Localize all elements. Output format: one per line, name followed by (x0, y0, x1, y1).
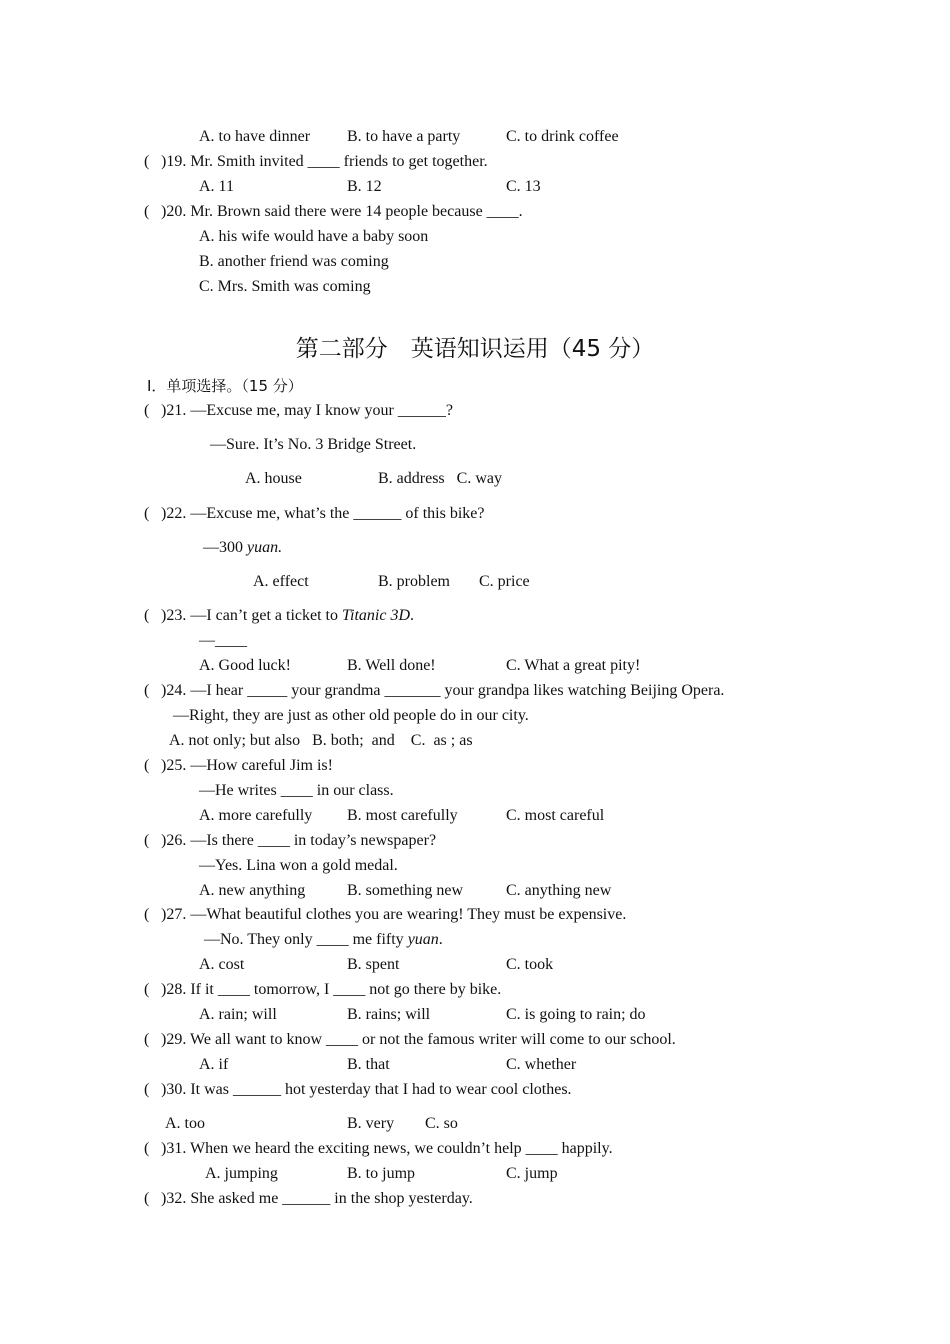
question-19: )19. Mr. Smith invited ____ friends to get together. (161, 153, 488, 170)
reply-italic: yuan. (247, 539, 283, 556)
option-text: C. anything new (506, 882, 612, 899)
option-text: A. Good luck! (199, 657, 291, 674)
option-text: C. took (506, 956, 554, 973)
question-28: )28. If it ____ tomorrow, I ____ not go there by bike. (161, 981, 502, 998)
option-text: B. problem (378, 573, 450, 590)
question-32: )32. She asked me ______ in the shop yesterday. (161, 1190, 473, 1207)
option-text: A. cost (199, 956, 245, 973)
option-text: A. effect (253, 573, 309, 590)
option-text: B. 12 (347, 178, 382, 195)
option-text: A. if (199, 1056, 229, 1073)
option-text: A. jumping (205, 1165, 278, 1182)
option-text: B. to jump (347, 1165, 416, 1182)
reply-text: —Sure. It’s No. 3 Bridge Street. (210, 436, 417, 453)
option-text: C. most careful (506, 807, 605, 824)
answer-paren: ( (144, 203, 150, 220)
option-text: A. too (165, 1115, 205, 1132)
question-29: )29. We all want to know ____ or not the famous writer will come to our school. (161, 1031, 676, 1048)
section-heading: Ⅰ．单项选择。（15 分） (147, 377, 303, 395)
option-text: B. address C. way (378, 470, 502, 487)
option-text: C. 13 (506, 178, 541, 195)
question-27: )27. —What beautiful clothes you are wearing! They must be expensive. (161, 906, 627, 923)
reply-text: —Right, they are just as other old people do in our city. (173, 707, 529, 724)
option-text: C. What a great pity! (506, 657, 641, 674)
option-text: B. that (347, 1056, 390, 1073)
answer-paren: ( (144, 906, 150, 923)
part-two-heading: 第二部分 英语知识运用（45 分） (295, 336, 655, 362)
answer-paren: ( (144, 1140, 150, 1157)
option-text: A. his wife would have a baby soon (199, 228, 429, 245)
question-part: )23. —I can’t get a ticket to (161, 607, 342, 624)
question-31: )31. When we heard the exciting news, we couldn’t help ____ happily. (161, 1140, 613, 1157)
answer-paren: ( (144, 682, 150, 699)
question-30: )30. It was ______ hot yesterday that I had to wear cool clothes. (161, 1081, 572, 1098)
reply-text: —He writes ____ in our class. (199, 782, 394, 799)
answer-paren: ( (144, 757, 150, 774)
reply-text: —____ (199, 632, 247, 649)
option-text: A. to have dinner (199, 128, 311, 145)
question-23 (161, 606, 414, 626)
question-26: )26. —Is there ____ in today’s newspaper? (161, 832, 437, 849)
option-text: C. Mrs. Smith was coming (199, 278, 371, 295)
answer-paren: ( (144, 981, 150, 998)
answer-paren: ( (144, 1031, 150, 1048)
reply-part: —No. They only ____ me fifty (204, 931, 408, 948)
option-text: B. Well done! (347, 657, 436, 674)
option-text: C. is going to rain; do (506, 1006, 646, 1023)
answer-paren: ( (144, 607, 150, 624)
option-text: B. most carefully (347, 807, 458, 824)
reply-text: —Yes. Lina won a gold medal. (199, 857, 398, 874)
answer-paren: ( (144, 832, 150, 849)
answer-paren: ( (144, 402, 150, 419)
question-20: )20. Mr. Brown said there were 14 people because ____. (161, 203, 523, 220)
option-text: C. to drink coffee (506, 128, 619, 145)
option-text: B. rains; will (347, 1006, 431, 1023)
question-21: )21. —Excuse me, may I know your ______? (161, 402, 453, 419)
option-text: A. house (245, 470, 302, 487)
option-text: B. to have a party (347, 128, 461, 145)
option-text: B. another friend was coming (199, 253, 389, 270)
reply-text (203, 538, 282, 558)
reply-text (204, 930, 443, 950)
question-25: )25. —How careful Jim is! (161, 757, 333, 774)
option-text: C. whether (506, 1056, 577, 1073)
option-text: A. new anything (199, 882, 306, 899)
answer-paren: ( (144, 153, 150, 170)
answer-paren: ( (144, 1190, 150, 1207)
option-text: A. not only; but also B. both; and C. as ; as (169, 732, 473, 749)
option-text: B. very (347, 1115, 395, 1132)
option-text: C. so (425, 1115, 458, 1132)
option-text: A. 11 (199, 178, 234, 195)
reply-italic: yuan (407, 931, 439, 948)
reply-part: . (438, 931, 443, 948)
option-text: B. something new (347, 882, 463, 899)
option-text: C. jump (506, 1165, 558, 1182)
question-24: )24. —I hear _____ your grandma _______ your grandpa likes watching Beijing Opera. (161, 682, 725, 699)
reply-part: —300 (203, 539, 247, 556)
answer-paren: ( (144, 1081, 150, 1098)
option-text: A. more carefully (199, 807, 313, 824)
question-22: )22. —Excuse me, what’s the ______ of this bike? (161, 505, 485, 522)
question-part: . (410, 607, 414, 624)
option-text: C. price (479, 573, 530, 590)
movie-title: Titanic 3D (341, 607, 410, 624)
option-text: A. rain; will (199, 1006, 277, 1023)
answer-paren: ( (144, 505, 150, 522)
option-text: B. spent (347, 956, 400, 973)
